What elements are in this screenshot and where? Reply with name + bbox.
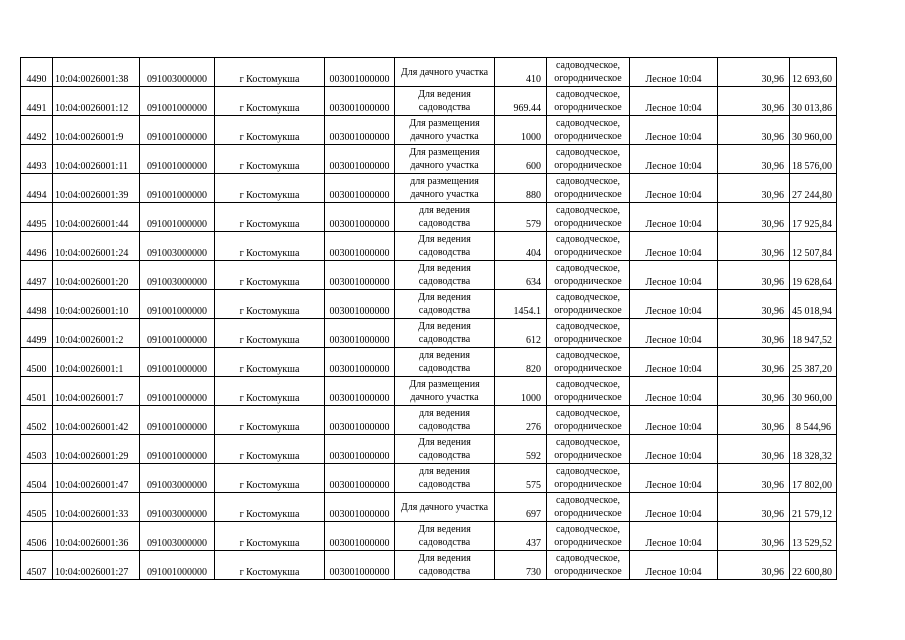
cadastral-value: 45 018,94 — [790, 290, 837, 319]
table-row — [21, 377, 837, 406]
row-number: 4504 — [21, 464, 53, 493]
oktmo-code: 003001000000 — [325, 377, 395, 406]
table-row — [21, 319, 837, 348]
row-number: 4497 — [21, 261, 53, 290]
land-category — [547, 319, 630, 348]
permitted-use-line: дачного участка — [410, 131, 479, 142]
permitted-use-line: Для ведения — [418, 437, 471, 448]
land-category — [547, 464, 630, 493]
table-row — [21, 145, 837, 174]
permitted-use-line: для ведения — [419, 350, 470, 361]
permitted-use-line: садоводства — [418, 102, 471, 113]
permitted-use — [395, 174, 495, 203]
table-row — [21, 58, 837, 87]
area: 600 — [495, 145, 547, 174]
okato-code: 091001000000 — [140, 116, 215, 145]
locality: г Костомукша — [215, 377, 325, 406]
cadastral-value: 19 628,64 — [790, 261, 837, 290]
rate: 30,96 — [718, 174, 790, 203]
permitted-use-line: садоводства — [418, 566, 471, 577]
permitted-use-line: Для ведения — [418, 553, 471, 564]
area: 969.44 — [495, 87, 547, 116]
permitted-use — [395, 406, 495, 435]
permitted-use — [395, 87, 495, 116]
land-category-line: огородническое — [554, 363, 622, 374]
locality: г Костомукша — [215, 203, 325, 232]
zone: Лесное 10:04 — [630, 406, 718, 435]
land-category-line: огородническое — [554, 334, 622, 345]
land-category-line: садоводческое, — [555, 292, 621, 303]
area: 276 — [495, 406, 547, 435]
rate: 30,96 — [718, 203, 790, 232]
table-row — [21, 261, 837, 290]
land-category-line: огородническое — [554, 189, 622, 200]
rate: 30,96 — [718, 116, 790, 145]
land-category-line: садоводческое, — [555, 176, 621, 187]
zone: Лесное 10:04 — [630, 116, 718, 145]
cadastral-number: 10:04:0026001:10 — [53, 290, 140, 319]
cadastral-number: 10:04:0026001:44 — [53, 203, 140, 232]
oktmo-code: 003001000000 — [325, 87, 395, 116]
permitted-use — [395, 522, 495, 551]
area: 820 — [495, 348, 547, 377]
rate: 30,96 — [718, 261, 790, 290]
permitted-use-line: дачного участка — [410, 392, 479, 403]
row-number: 4506 — [21, 522, 53, 551]
cadastral-value: 8 544,96 — [790, 406, 837, 435]
okato-code: 091001000000 — [140, 174, 215, 203]
cadastral-number: 10:04:0026001:29 — [53, 435, 140, 464]
zone: Лесное 10:04 — [630, 522, 718, 551]
land-category-line: огородническое — [554, 421, 622, 432]
land-category — [547, 435, 630, 464]
permitted-use — [395, 377, 495, 406]
cadastral-value: 12 507,84 — [790, 232, 837, 261]
permitted-use — [395, 319, 495, 348]
table-row — [21, 493, 837, 522]
okato-code: 091001000000 — [140, 551, 215, 580]
cadastral-value: 27 244,80 — [790, 174, 837, 203]
permitted-use — [395, 58, 495, 87]
land-category — [547, 116, 630, 145]
locality: г Костомукша — [215, 145, 325, 174]
okato-code: 091001000000 — [140, 87, 215, 116]
table-row — [21, 551, 837, 580]
land-category — [547, 58, 630, 87]
zone: Лесное 10:04 — [630, 377, 718, 406]
oktmo-code: 003001000000 — [325, 116, 395, 145]
zone: Лесное 10:04 — [630, 493, 718, 522]
land-category-line: огородническое — [554, 218, 622, 229]
land-category-line: огородническое — [554, 160, 622, 171]
land-category-line: огородническое — [554, 392, 622, 403]
permitted-use-line: Для ведения — [418, 234, 471, 245]
locality: г Костомукша — [215, 493, 325, 522]
oktmo-code: 003001000000 — [325, 435, 395, 464]
okato-code: 091001000000 — [140, 377, 215, 406]
table-row — [21, 406, 837, 435]
row-number: 4501 — [21, 377, 53, 406]
permitted-use-line: садоводства — [418, 450, 471, 461]
permitted-use-line: садоводства — [418, 363, 471, 374]
permitted-use-line: садоводства — [418, 305, 471, 316]
area: 1000 — [495, 377, 547, 406]
cadastral-value: 22 600,80 — [790, 551, 837, 580]
locality: г Костомукша — [215, 348, 325, 377]
permitted-use-line: садоводства — [418, 276, 471, 287]
area: 880 — [495, 174, 547, 203]
oktmo-code: 003001000000 — [325, 348, 395, 377]
land-category-line: садоводческое, — [555, 350, 621, 361]
table-row — [21, 522, 837, 551]
row-number: 4496 — [21, 232, 53, 261]
cadastral-value: 12 693,60 — [790, 58, 837, 87]
permitted-use-line: садоводства — [418, 334, 471, 345]
land-category-line: садоводческое, — [555, 205, 621, 216]
permitted-use-line: дачного участка — [410, 189, 479, 200]
zone: Лесное 10:04 — [630, 348, 718, 377]
zone: Лесное 10:04 — [630, 464, 718, 493]
permitted-use — [395, 348, 495, 377]
land-category-line: огородническое — [554, 450, 622, 461]
area: 579 — [495, 203, 547, 232]
okato-code: 091001000000 — [140, 435, 215, 464]
okato-code: 091001000000 — [140, 319, 215, 348]
cadastral-number: 10:04:0026001:47 — [53, 464, 140, 493]
row-number: 4502 — [21, 406, 53, 435]
permitted-use-line: садоводства — [418, 537, 471, 548]
land-category-line: огородническое — [554, 73, 622, 84]
permitted-use — [395, 116, 495, 145]
zone: Лесное 10:04 — [630, 551, 718, 580]
cadastral-value: 25 387,20 — [790, 348, 837, 377]
land-category-line: садоводческое, — [555, 408, 621, 419]
cadastral-value: 17 802,00 — [790, 464, 837, 493]
row-number: 4498 — [21, 290, 53, 319]
cadastral-number: 10:04:0026001:42 — [53, 406, 140, 435]
permitted-use — [395, 493, 495, 522]
row-number: 4495 — [21, 203, 53, 232]
cadastral-value: 30 013,86 — [790, 87, 837, 116]
rate: 30,96 — [718, 58, 790, 87]
oktmo-code: 003001000000 — [325, 203, 395, 232]
cadastral-number: 10:04:0026001:24 — [53, 232, 140, 261]
land-category — [547, 261, 630, 290]
locality: г Костомукша — [215, 290, 325, 319]
locality: г Костомукша — [215, 406, 325, 435]
cadastral-number: 10:04:0026001:7 — [53, 377, 140, 406]
oktmo-code: 003001000000 — [325, 290, 395, 319]
rate: 30,96 — [718, 493, 790, 522]
permitted-use-line: Для дачного участка — [400, 501, 489, 513]
okato-code: 091003000000 — [140, 58, 215, 87]
table-row — [21, 464, 837, 493]
locality: г Костомукша — [215, 261, 325, 290]
locality: г Костомукша — [215, 464, 325, 493]
area: 730 — [495, 551, 547, 580]
land-registry-table — [20, 57, 837, 580]
zone: Лесное 10:04 — [630, 290, 718, 319]
land-category-line: огородническое — [554, 276, 622, 287]
zone: Лесное 10:04 — [630, 435, 718, 464]
zone: Лесное 10:04 — [630, 203, 718, 232]
okato-code: 091003000000 — [140, 522, 215, 551]
row-number: 4505 — [21, 493, 53, 522]
okato-code: 091001000000 — [140, 406, 215, 435]
cadastral-value: 30 960,00 — [790, 377, 837, 406]
land-category-line: садоводческое, — [555, 524, 621, 535]
permitted-use-line: садоводства — [418, 421, 471, 432]
land-category-line: садоводческое, — [555, 379, 621, 390]
locality: г Костомукша — [215, 58, 325, 87]
permitted-use-line: для ведения — [419, 205, 470, 216]
zone: Лесное 10:04 — [630, 87, 718, 116]
land-category-line: садоводческое, — [555, 495, 621, 506]
locality: г Костомукша — [215, 551, 325, 580]
land-category-line: садоводческое, — [555, 553, 621, 564]
permitted-use-line: Для ведения — [418, 263, 471, 274]
cadastral-number: 10:04:0026001:11 — [53, 145, 140, 174]
oktmo-code: 003001000000 — [325, 551, 395, 580]
area: 1454.1 — [495, 290, 547, 319]
row-number: 4492 — [21, 116, 53, 145]
rate: 30,96 — [718, 522, 790, 551]
cadastral-number: 10:04:0026001:33 — [53, 493, 140, 522]
oktmo-code: 003001000000 — [325, 522, 395, 551]
row-number: 4494 — [21, 174, 53, 203]
okato-code: 091001000000 — [140, 203, 215, 232]
okato-code: 091003000000 — [140, 493, 215, 522]
area: 404 — [495, 232, 547, 261]
permitted-use — [395, 261, 495, 290]
oktmo-code: 003001000000 — [325, 406, 395, 435]
oktmo-code: 003001000000 — [325, 464, 395, 493]
okato-code: 091001000000 — [140, 145, 215, 174]
land-category — [547, 522, 630, 551]
locality: г Костомукша — [215, 319, 325, 348]
permitted-use-line: Для ведения — [418, 292, 471, 303]
row-number: 4499 — [21, 319, 53, 348]
permitted-use — [395, 551, 495, 580]
oktmo-code: 003001000000 — [325, 145, 395, 174]
land-category — [547, 145, 630, 174]
permitted-use-line: для ведения — [419, 466, 470, 477]
permitted-use-line: Для размещения — [409, 118, 480, 129]
row-number: 4493 — [21, 145, 53, 174]
land-category — [547, 87, 630, 116]
area: 592 — [495, 435, 547, 464]
land-category — [547, 174, 630, 203]
land-category-line: огородническое — [554, 479, 622, 490]
locality: г Костомукша — [215, 522, 325, 551]
area: 612 — [495, 319, 547, 348]
permitted-use-line: Для ведения — [418, 321, 471, 332]
permitted-use-line: Для ведения — [418, 89, 471, 100]
zone: Лесное 10:04 — [630, 174, 718, 203]
area: 1000 — [495, 116, 547, 145]
table-row — [21, 116, 837, 145]
permitted-use-line: садоводства — [418, 479, 471, 490]
row-number: 4500 — [21, 348, 53, 377]
cadastral-value: 18 947,52 — [790, 319, 837, 348]
locality: г Костомукша — [215, 232, 325, 261]
land-category-line: огородническое — [554, 102, 622, 113]
table-row — [21, 174, 837, 203]
land-category-line: садоводческое, — [555, 89, 621, 100]
permitted-use — [395, 464, 495, 493]
land-category-line: огородническое — [554, 508, 622, 519]
oktmo-code: 003001000000 — [325, 232, 395, 261]
oktmo-code: 003001000000 — [325, 319, 395, 348]
land-category — [547, 551, 630, 580]
zone: Лесное 10:04 — [630, 58, 718, 87]
permitted-use — [395, 290, 495, 319]
land-category-line: огородническое — [554, 305, 622, 316]
permitted-use-line: садоводства — [418, 247, 471, 258]
permitted-use-line: Для дачного участка — [400, 66, 489, 78]
land-category — [547, 493, 630, 522]
cadastral-value: 18 328,32 — [790, 435, 837, 464]
land-category — [547, 348, 630, 377]
zone: Лесное 10:04 — [630, 145, 718, 174]
okato-code: 091001000000 — [140, 348, 215, 377]
permitted-use-line: Для ведения — [418, 524, 471, 535]
land-category — [547, 406, 630, 435]
oktmo-code: 003001000000 — [325, 261, 395, 290]
permitted-use-line: Для размещения — [409, 147, 480, 158]
oktmo-code: 003001000000 — [325, 174, 395, 203]
cadastral-number: 10:04:0026001:1 — [53, 348, 140, 377]
land-category-line: садоводческое, — [555, 118, 621, 129]
permitted-use-line: для размещения — [410, 176, 479, 187]
table-row — [21, 435, 837, 464]
cadastral-value: 17 925,84 — [790, 203, 837, 232]
land-category-line: садоводческое, — [555, 234, 621, 245]
area: 410 — [495, 58, 547, 87]
cadastral-value: 18 576,00 — [790, 145, 837, 174]
table-row — [21, 232, 837, 261]
land-category — [547, 232, 630, 261]
permitted-use — [395, 232, 495, 261]
permitted-use — [395, 435, 495, 464]
rate: 30,96 — [718, 87, 790, 116]
cadastral-value: 30 960,00 — [790, 116, 837, 145]
table-row — [21, 87, 837, 116]
locality: г Костомукша — [215, 174, 325, 203]
oktmo-code: 003001000000 — [325, 58, 395, 87]
okato-code: 091003000000 — [140, 261, 215, 290]
land-category-line: огородническое — [554, 566, 622, 577]
land-category — [547, 377, 630, 406]
land-category-line: садоводческое, — [555, 147, 621, 158]
land-category-line: огородническое — [554, 131, 622, 142]
rate: 30,96 — [718, 348, 790, 377]
permitted-use — [395, 203, 495, 232]
cadastral-number: 10:04:0026001:9 — [53, 116, 140, 145]
zone: Лесное 10:04 — [630, 232, 718, 261]
rate: 30,96 — [718, 551, 790, 580]
rate: 30,96 — [718, 464, 790, 493]
land-category — [547, 203, 630, 232]
land-category-line: садоводческое, — [555, 263, 621, 274]
area: 437 — [495, 522, 547, 551]
zone: Лесное 10:04 — [630, 319, 718, 348]
row-number: 4491 — [21, 87, 53, 116]
table-row — [21, 203, 837, 232]
permitted-use-line: дачного участка — [410, 160, 479, 171]
okato-code: 091001000000 — [140, 290, 215, 319]
rate: 30,96 — [718, 377, 790, 406]
cadastral-number: 10:04:0026001:12 — [53, 87, 140, 116]
okato-code: 091003000000 — [140, 464, 215, 493]
row-number: 4490 — [21, 58, 53, 87]
rate: 30,96 — [718, 435, 790, 464]
permitted-use-line: для ведения — [419, 408, 470, 419]
cadastral-number: 10:04:0026001:36 — [53, 522, 140, 551]
locality: г Костомукша — [215, 87, 325, 116]
row-number: 4507 — [21, 551, 53, 580]
row-number: 4503 — [21, 435, 53, 464]
land-category-line: садоводческое, — [555, 466, 621, 477]
okato-code: 091003000000 — [140, 232, 215, 261]
locality: г Костомукша — [215, 435, 325, 464]
cadastral-number: 10:04:0026001:38 — [53, 58, 140, 87]
land-category-line: огородническое — [554, 537, 622, 548]
land-category-line: садоводческое, — [555, 437, 621, 448]
cadastral-number: 10:04:0026001:27 — [53, 551, 140, 580]
permitted-use-line: Для размещения — [409, 379, 480, 390]
permitted-use-line: садоводства — [418, 218, 471, 229]
cadastral-value: 21 579,12 — [790, 493, 837, 522]
land-category-line: садоводческое, — [555, 321, 621, 332]
table-row — [21, 290, 837, 319]
rate: 30,96 — [718, 290, 790, 319]
cadastral-number: 10:04:0026001:2 — [53, 319, 140, 348]
land-category-line: огородническое — [554, 247, 622, 258]
cadastral-value: 13 529,52 — [790, 522, 837, 551]
locality: г Костомукша — [215, 116, 325, 145]
rate: 30,96 — [718, 232, 790, 261]
area: 697 — [495, 493, 547, 522]
table-row — [21, 348, 837, 377]
area: 634 — [495, 261, 547, 290]
rate: 30,96 — [718, 319, 790, 348]
land-category — [547, 290, 630, 319]
area: 575 — [495, 464, 547, 493]
zone: Лесное 10:04 — [630, 261, 718, 290]
cadastral-number: 10:04:0026001:20 — [53, 261, 140, 290]
oktmo-code: 003001000000 — [325, 493, 395, 522]
land-category-line: садоводческое, — [555, 60, 621, 71]
cadastral-number: 10:04:0026001:39 — [53, 174, 140, 203]
rate: 30,96 — [718, 406, 790, 435]
permitted-use — [395, 145, 495, 174]
rate: 30,96 — [718, 145, 790, 174]
